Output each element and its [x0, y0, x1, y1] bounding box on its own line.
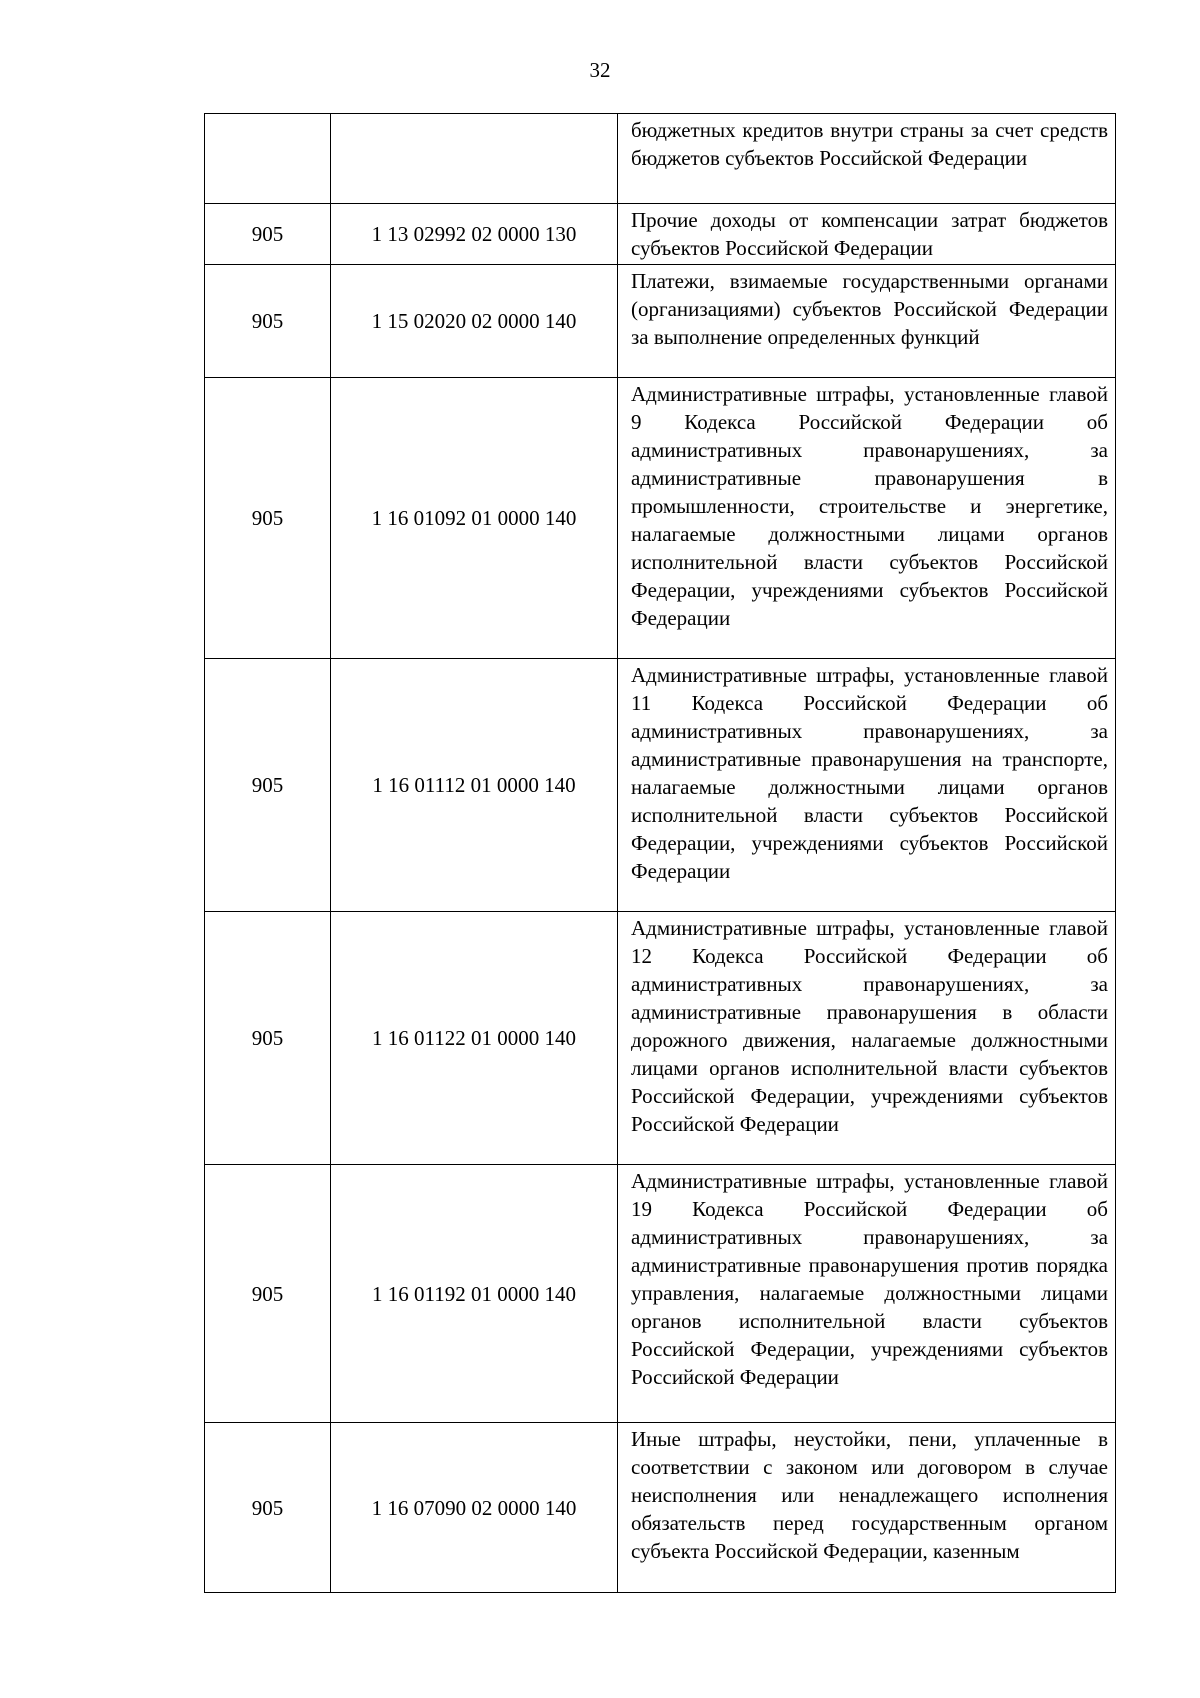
description-cell: бюджетных кредитов внутри страны за счет средств бюджетов субъектов Российской Федерации [618, 114, 1116, 204]
table-row [205, 204, 1116, 265]
admin-code-cell: 905 [205, 1165, 331, 1423]
revenue-codes-table [204, 113, 1116, 1593]
admin-code-cell: 905 [205, 659, 331, 912]
description-cell: Административные штрафы, установленные главой 9 Кодекса Российской Федерации об административных правонарушениях, за административные правонарушения в промышленности, строительстве и энергетике, налагаемые должностными лицами органов исполнительной власти субъектов Российской Федерации, учреждениями субъектов Российской Федерации [618, 378, 1116, 659]
budget-code-cell: 1 16 07090 02 0000 140 [331, 1423, 618, 1593]
admin-code-cell: 905 [205, 204, 331, 265]
description-cell: Административные штрафы, установленные главой 11 Кодекса Российской Федерации об административных правонарушениях, за административные правонарушения на транспорте, налагаемые должностными лицами органов исполнительной власти субъектов Российской Федерации, учреждениями субъектов Российской Федерации [618, 659, 1116, 912]
page-number: 32 [589, 58, 611, 82]
table-row [205, 659, 1116, 912]
admin-code-cell: 905 [205, 378, 331, 659]
table-row [205, 912, 1116, 1165]
description-cell: Иные штрафы, неустойки, пени, уплаченные в соответствии с законом или договором в случае неисполнения или ненадлежащего исполнения обязательств перед государственным органом субъекта Российской Федерации, казенным [618, 1423, 1116, 1593]
table-row [205, 265, 1116, 378]
budget-code-cell [331, 114, 618, 204]
description-cell: Прочие доходы от компенсации затрат бюджетов субъектов Российской Федерации [618, 204, 1116, 265]
description-cell: Административные штрафы, установленные главой 12 Кодекса Российской Федерации об административных правонарушениях, за административные правонарушения в области дорожного движения, налагаемые должностными лицами органов исполнительной власти субъектов Российской Федерации, учреждениями субъектов Российской Федерации [618, 912, 1116, 1165]
admin-code-cell [205, 114, 331, 204]
description-cell: Платежи, взимаемые государственными органами (организациями) субъектов Российской Федерации за выполнение определенных функций [618, 265, 1116, 378]
table-row [205, 1423, 1116, 1593]
budget-code-cell: 1 16 01122 01 0000 140 [331, 912, 618, 1165]
table-row [205, 114, 1116, 204]
description-cell: Административные штрафы, установленные главой 19 Кодекса Российской Федерации об административных правонарушениях, за административные правонарушения против порядка управления, налагаемые должностными лицами органов исполнительной власти субъектов Российской Федерации, учреждениями субъектов Российской Федерации [618, 1165, 1116, 1423]
budget-code-cell: 1 16 01092 01 0000 140 [331, 378, 618, 659]
budget-code-cell: 1 13 02992 02 0000 130 [331, 204, 618, 265]
admin-code-cell: 905 [205, 912, 331, 1165]
admin-code-cell: 905 [205, 1423, 331, 1593]
admin-code-cell: 905 [205, 265, 331, 378]
budget-code-cell: 1 15 02020 02 0000 140 [331, 265, 618, 378]
budget-code-cell: 1 16 01192 01 0000 140 [331, 1165, 618, 1423]
budget-code-cell: 1 16 01112 01 0000 140 [331, 659, 618, 912]
table-row [205, 1165, 1116, 1423]
table-row [205, 378, 1116, 659]
